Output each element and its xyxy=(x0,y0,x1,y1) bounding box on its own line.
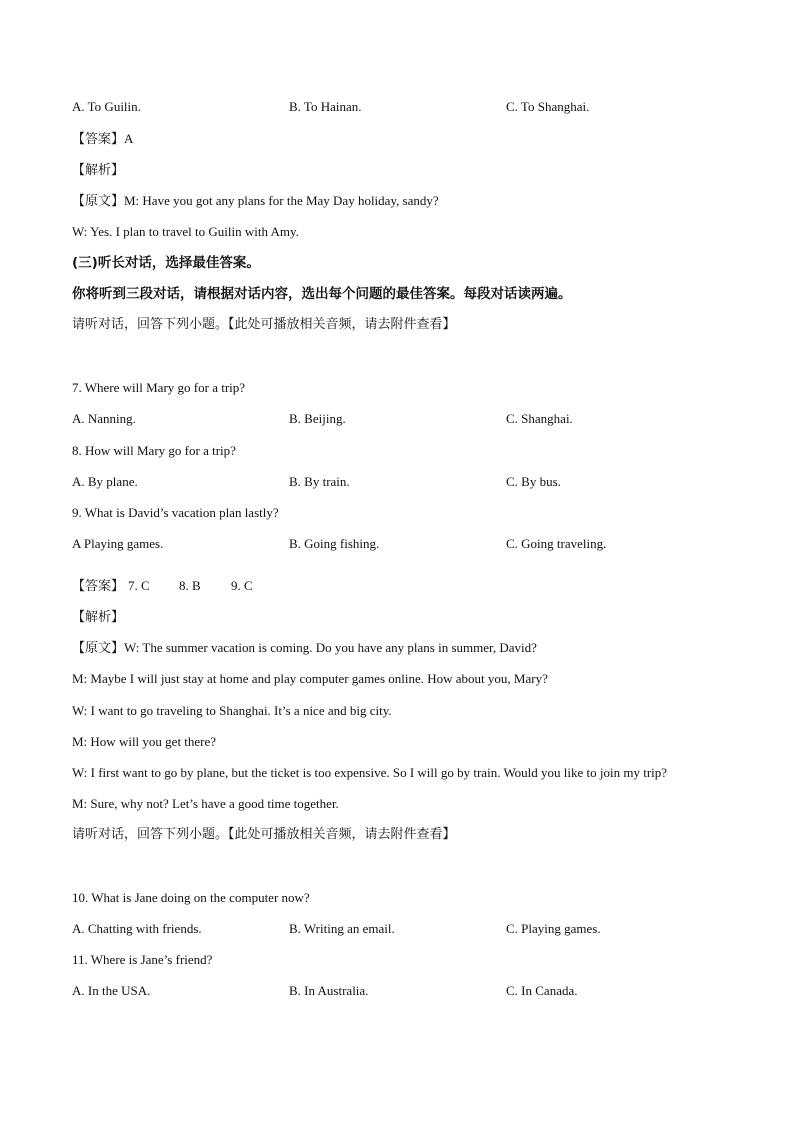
option-c: C. Shanghai. xyxy=(506,411,573,426)
transcript-line: 【原文】W: The summer vacation is coming. Do you have any plans in summer, David? xyxy=(72,640,537,655)
listen-note: 请听对话，回答下列小题。【此处可播放相关音频，请去附件查看】 xyxy=(72,317,456,332)
question: 7. Where will Mary go for a trip? xyxy=(72,380,246,395)
transcript-line: W: Yes. I plan to travel to Guilin with Amy. xyxy=(72,224,299,239)
option-b: B. To Hainan. xyxy=(289,99,362,114)
answer-item: 7. C xyxy=(128,578,150,593)
option-b: B. Going fishing. xyxy=(289,536,380,551)
transcript-line: 【原文】M: Have you got any plans for the May Day holiday, sandy? xyxy=(72,193,439,208)
option-c: C. To Shanghai. xyxy=(506,99,590,114)
question: 10. What is Jane doing on the computer now? xyxy=(72,890,310,905)
question: 8. How will Mary go for a trip? xyxy=(72,443,236,458)
transcript-line: M: Sure, why not? Let’s have a good time together. xyxy=(72,796,339,811)
option-a: A Playing games. xyxy=(72,536,164,551)
answer-item: 8. B xyxy=(179,578,201,593)
option-b: B. In Australia. xyxy=(289,983,369,998)
option-c: C. By bus. xyxy=(506,474,561,489)
option-a: A. In the USA. xyxy=(72,983,151,998)
option-a: A. Chatting with friends. xyxy=(72,921,202,936)
option-b: B. By train. xyxy=(289,474,350,489)
option-a: A. Nanning. xyxy=(72,411,136,426)
option-a: A. By plane. xyxy=(72,474,138,489)
answer-label: 【答案】A xyxy=(72,131,134,146)
question: 11. Where is Jane’s friend? xyxy=(72,952,213,967)
answer-item: 9. C xyxy=(231,578,253,593)
transcript-line: W: I want to go traveling to Shanghai. It’s a nice and big city. xyxy=(72,703,392,718)
option-c: C. Playing games. xyxy=(506,921,601,936)
question: 9. What is David’s vacation plan lastly? xyxy=(72,505,279,520)
option-c: C. Going traveling. xyxy=(506,536,607,551)
analysis-label: 【解析】 xyxy=(72,609,125,624)
section-title: (三)听长对话，选择最佳答案。 xyxy=(72,255,260,271)
option-b: B. Beijing. xyxy=(289,411,346,426)
option-a: A. To Guilin. xyxy=(72,99,141,114)
answer-label: 【答案】 xyxy=(72,578,125,593)
option-c: C. In Canada. xyxy=(506,983,578,998)
listen-note: 请听对话，回答下列小题。【此处可播放相关音频，请去附件查看】 xyxy=(72,827,456,842)
analysis-label: 【解析】 xyxy=(72,162,125,177)
transcript-line: M: Maybe I will just stay at home and play computer games online. How about you, Mary? xyxy=(72,671,548,686)
section-instruction: 你将听到三段对话，请根据对话内容，选出每个问题的最佳答案。每段对话读两遍。 xyxy=(72,286,572,302)
option-b: B. Writing an email. xyxy=(289,921,395,936)
transcript-line: M: How will you get there? xyxy=(72,734,217,749)
transcript-line: W: I first want to go by plane, but the ticket is too expensive. So I will go by train. Would you like to join my trip? xyxy=(72,765,668,780)
